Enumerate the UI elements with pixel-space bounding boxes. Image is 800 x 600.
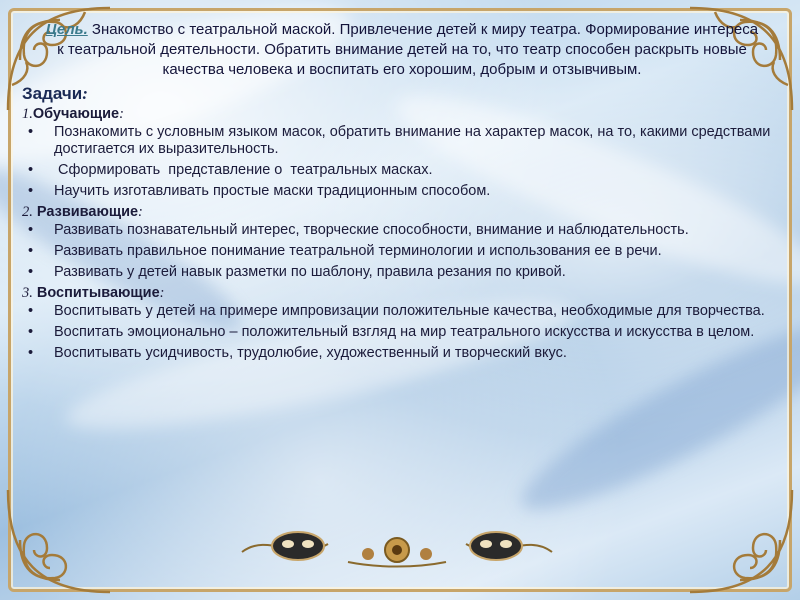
section-number: 3.	[22, 285, 33, 301]
tasks-heading-colon: :	[82, 84, 88, 103]
section-title	[22, 285, 782, 302]
bullet-icon: •	[28, 264, 34, 280]
section-colon: :	[119, 106, 124, 122]
section-title-text: Обучающие	[32, 106, 120, 122]
bullet-icon: •	[28, 222, 34, 238]
section-title-text: Воспитывающие	[32, 285, 160, 301]
list-item-text: Познакомить с условным языком масок, обратить внимание на характер масок, на то, какими средствами достигается их выразительность.	[54, 124, 771, 157]
section-title-text: Развивающие	[32, 204, 139, 220]
list-item	[22, 345, 782, 362]
slide-content	[22, 20, 782, 366]
bullet-icon: •	[28, 345, 34, 361]
theatre-mask-icon	[238, 522, 556, 572]
list-item	[22, 222, 782, 239]
list-item-text: Развивать познавательный интерес, творческие способности, внимание и наблюдательность.	[54, 222, 689, 238]
section-learning	[22, 106, 782, 200]
section-developing	[22, 204, 782, 281]
tasks-heading	[22, 84, 782, 104]
list-item-text: Воспитывать у детей на примере импровизации положительные качества, необходимые для творчества.	[54, 303, 765, 319]
bullet-icon: •	[28, 324, 34, 340]
section-colon: :	[159, 285, 165, 301]
task-list	[22, 124, 782, 200]
section-colon: :	[138, 204, 143, 220]
section-title	[22, 204, 782, 221]
bullet-icon: •	[28, 124, 34, 140]
section-title	[22, 106, 782, 123]
list-item	[22, 324, 782, 341]
list-item-text: Воспитывать усидчивость, трудолюбие, художественный и творческий вкус.	[54, 345, 567, 361]
goal-paragraph	[42, 20, 762, 80]
list-item-text: Сформировать представление о театральных масках.	[54, 162, 433, 178]
list-item	[22, 303, 782, 320]
list-item-text: Развивать правильное понимание театральной терминологии и использования ее в речи.	[54, 243, 662, 259]
bullet-icon: •	[28, 243, 34, 259]
section-number: 2.	[22, 204, 33, 220]
goal-text: Знакомство с театральной маской. Привлечение детей к миру театра. Формирование интереса к театральной деятельности. Обратить внимание детей на то, что театр способен раскрыть новые качества человека и воспитать его хорошим, добрым и отзывчивым.	[57, 21, 759, 78]
list-item-text: Воспитать эмоционально – положительный взгляд на мир театрального искусства и искусства в целом.	[54, 324, 755, 340]
bullet-icon: •	[28, 162, 34, 178]
list-item-text: Научить изготавливать простые маски традиционным способом.	[54, 183, 491, 199]
scroll-ornament-icon	[680, 480, 800, 600]
bullet-icon: •	[28, 303, 34, 319]
task-list	[22, 303, 782, 362]
list-item	[22, 124, 782, 158]
list-item	[22, 183, 782, 200]
bullet-icon: •	[28, 183, 34, 199]
list-item	[22, 264, 782, 281]
section-number: 1.	[22, 106, 33, 122]
list-item-text: Развивать у детей навык разметки по шаблону, правила резания по кривой.	[54, 264, 566, 280]
list-item	[22, 243, 782, 260]
tasks-heading-text: Задачи	[22, 84, 83, 103]
scroll-ornament-icon	[0, 480, 120, 600]
task-list	[22, 222, 782, 281]
goal-label: Цель.	[45, 21, 88, 38]
list-item	[22, 162, 782, 179]
section-educating	[22, 285, 782, 362]
